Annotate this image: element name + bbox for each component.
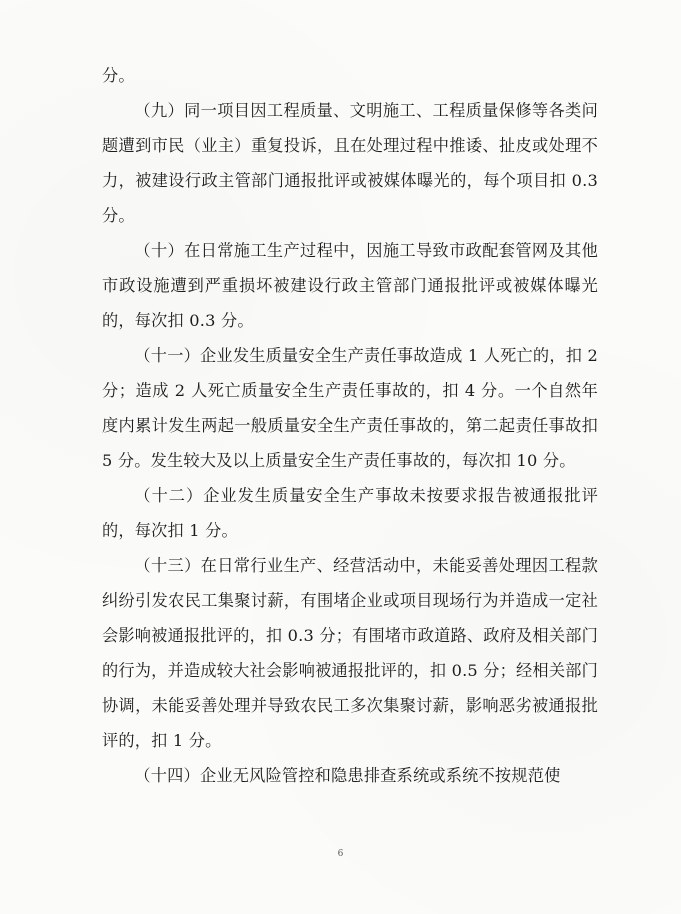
- paragraph-continuation: 分。: [102, 66, 135, 85]
- paragraph-item-14: （十四）企业无风险管控和隐患排查系统或系统不按规范使: [134, 766, 561, 785]
- paragraph-item-13: （十三）在日常行业生产、经营活动中，未能妥善处理因工程款纠纷引发农民工集聚讨薪，有围堵企业或项目现场行为并造成一定社会影响被通报批评的，扣 0.3 分；有围堵市政道路、政府及相关部门的行为，并造成较大社会影响被通报批评的，扣 0.5 分；经相关部门协调，未能妥善处理并导致农民工多次集聚讨薪，影响恶劣被通报批评的，扣 1 分。: [102, 556, 598, 750]
- paragraph-item-10: （十）在日常施工生产过程中，因施工导致市政配套管网及其他市政设施遭到严重损坏被建设行政主管部门通报批评或被媒体曝光的，每次扣 0.3 分。: [102, 241, 598, 330]
- document-body: [102, 58, 598, 793]
- paragraph-item-9: （九）同一项目因工程质量、文明施工、工程质量保修等各类问题遭到市民（业主）重复投诉，且在处理过程中推诿、扯皮或处理不力，被建设行政主管部门通报批评或被媒体曝光的，每个项目扣 0.3 分。: [102, 101, 598, 225]
- paragraph-item-12: （十二）企业发生质量安全生产事故未按要求报告被通报批评的，每次扣 1 分。: [102, 486, 598, 540]
- paragraph-item-11: （十一）企业发生质量安全生产责任事故造成 1 人死亡的，扣 2 分；造成 2 人死亡质量安全生产责任事故的，扣 4 分。一个自然年度内累计发生两起一般质量安全生产责任事故的，第二起责任事故扣 5 分。发生较大及以上质量安全生产责任事故的，每次扣 10 分。: [102, 346, 598, 470]
- page-number: 6: [337, 849, 344, 859]
